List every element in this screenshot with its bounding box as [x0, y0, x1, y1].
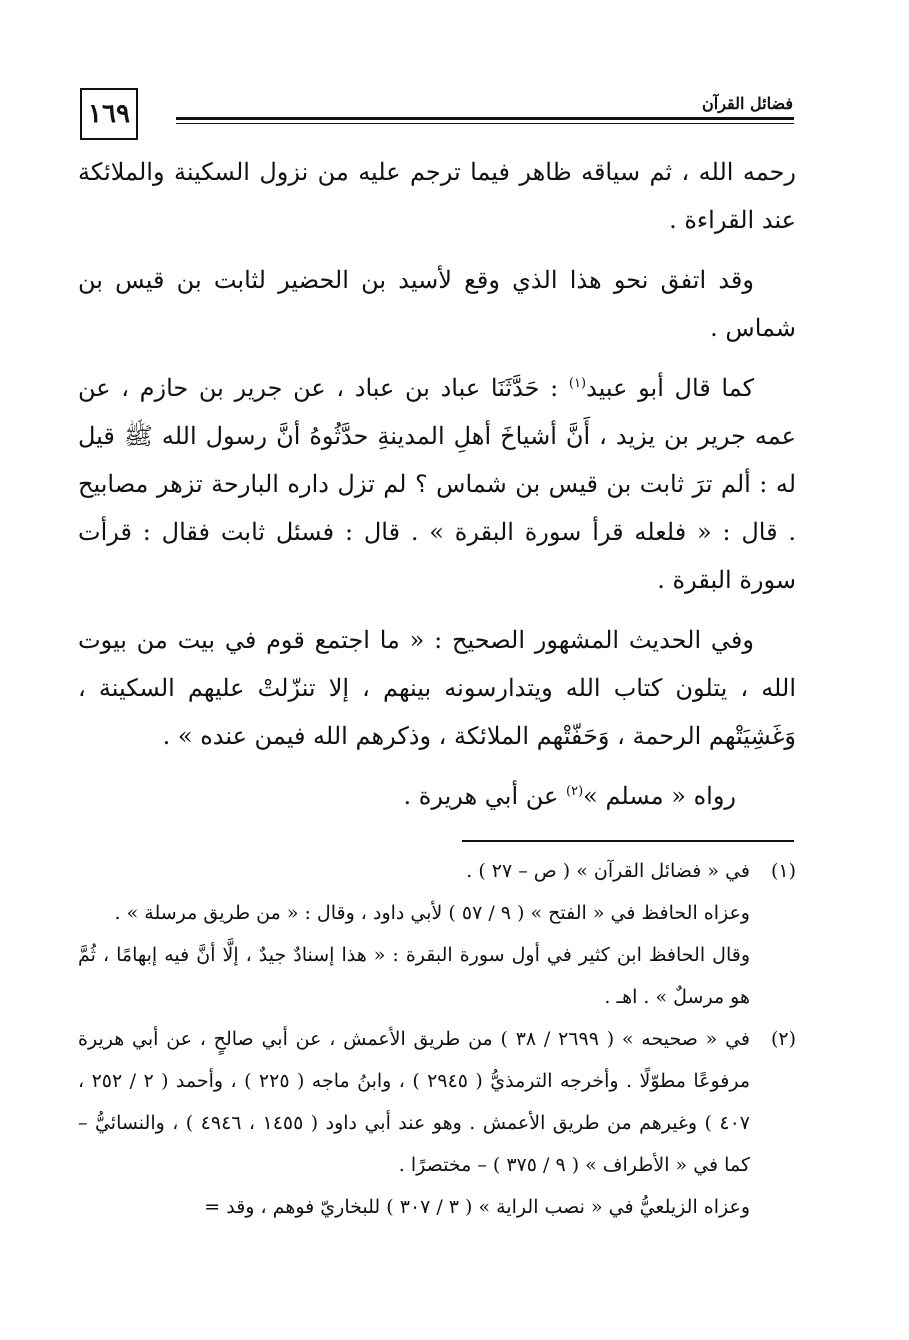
footnote-2-continuation: وعزاه الزيلعيُّ في « نصب الراية » ( ٣ / ٣٠٧ ) للبخاريّ فوهم ، وقد = — [204, 1196, 750, 1218]
page-number — [80, 88, 138, 140]
paragraph-5 — [78, 772, 796, 820]
footnote-1 — [78, 850, 796, 1018]
paragraph-2: وقد اتفق نحو هذا الذي وقع لأسيد بن الحضير لثابت بن قيس بن شماس . — [78, 266, 796, 342]
paragraph-5-start: رواه « مسلم » — [583, 782, 736, 810]
paragraph-3 — [78, 364, 796, 604]
footnote-1-line-3: وقال الحافظ ابن كثير في أول سورة البقرة : « هذا إسنادٌ جيدٌ ، إلَّا أنَّ فيه إبهامًا ، ثُمَّ هو مرسلٌ » . اهـ . — [78, 944, 750, 1008]
paragraph-1: رحمه الله ، ثم سياقه ظاهر فيما ترجم عليه من نزول السكينة والملائكة عند القراءة . — [78, 158, 796, 234]
running-title: فضائل القرآن — [702, 94, 793, 113]
footnote-2-body — [78, 1018, 750, 1186]
footnotes — [78, 850, 796, 1228]
paragraph-3-rest: : حَدَّثَنَا عباد بن عباد ، عن جرير بن حازم ، عن عمه جرير بن يزيد ، أَنَّ أشياخَ أهلِ المدينةِ حدَّثُوهُ أنَّ رسول الله ﷺ قيل له : ألم ترَ ثابت بن قيس بن شماس ؟ لم تزل داره البارحة تزهر مصابيح . قال : « فلعله قرأ سورة البقرة » . قال : فسئل ثابت فقال : قرأت سورة البقرة . — [78, 374, 796, 594]
paragraph-3-start: كما قال أبو عبيد — [586, 374, 755, 402]
footnote-2 — [78, 1018, 796, 1186]
footnote-1-line-1: في « فضائل القرآن » ( ص – ٢٧ ) . — [466, 860, 750, 882]
footnote-2-number: (٢) — [770, 1028, 796, 1050]
page-number-text: ١٦٩ — [88, 99, 130, 129]
footnote-separator — [462, 840, 794, 842]
footnote-1-line-2: وعزاه الحافظ في « الفتح » ( ٩ / ٥٧ ) لأبي داود ، وقال : « من طريق مرسلة » . — [114, 902, 750, 924]
footnote-1-body — [78, 850, 750, 1018]
footnote-2-line-1: في « صحيحه » ( ٢٦٩٩ / ٣٨ ) من طريق الأعمش ، عن أبي صالحٍ ، عن أبي هريرة مرفوعًا مطوّلًا . وأخرجه الترمذيُّ ( ٢٩٤٥ ) ، وابنُ ماجه ( ٢٢٥ ) ، وأحمد ( ٢ / ٢٥٢ ، ٤٠٧ ) وغيرهم من طريق الأعمش . وهو عند أبي داود ( ١٤٥٥ ، ٤٩٤٦ ) ، والنسائيُّ – كما في « الأطراف » ( ٩ / ٣٧٥ ) – مختصرًا . — [78, 1028, 751, 1176]
footnote-1-number: (١) — [770, 860, 796, 882]
main-text — [78, 148, 796, 832]
paragraph-5-rest: عن أبي هريرة . — [403, 782, 566, 810]
footnote-ref-2: (٢) — [566, 784, 584, 799]
header-rule-thin — [176, 123, 794, 124]
header-rule-thick — [176, 117, 794, 120]
footnote-ref-1: (١) — [568, 376, 587, 391]
paragraph-4: وفي الحديث المشهور الصحيح : « ما اجتمع قوم في بيت من بيوت الله ، يتلون كتاب الله ويتدارسونه بينهم ، إلا تنزّلتْ عليهم السكينة ، وَغَشِيَتْهم الرحمة ، وَحَفّتْهم الملائكة ، وذكرهم الله فيمن عنده » . — [78, 626, 796, 750]
